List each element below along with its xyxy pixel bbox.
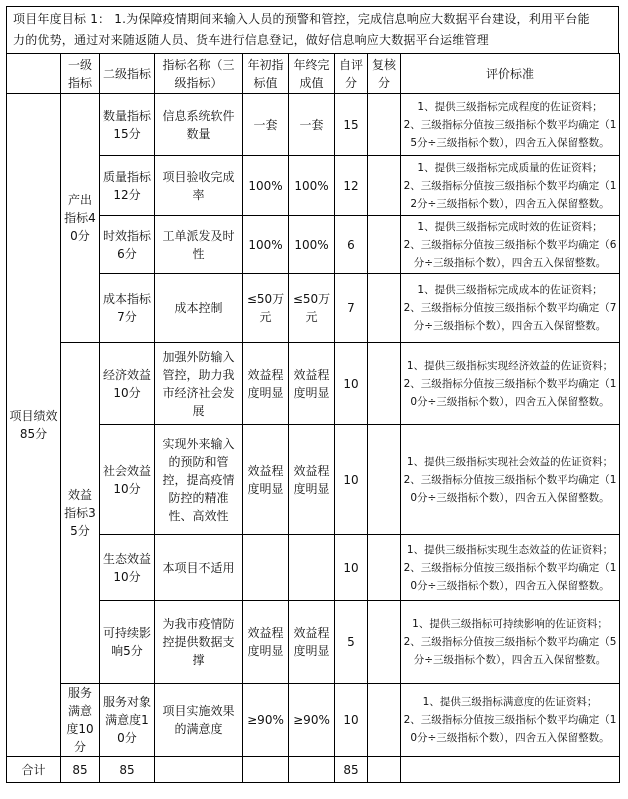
header-final-value: 年终完成值 bbox=[289, 54, 335, 94]
self-score-cell: 5 bbox=[335, 601, 368, 684]
initial-value-cell: 效益程度明显 bbox=[243, 425, 289, 535]
recheck-score-cell bbox=[368, 156, 401, 216]
total-blank bbox=[155, 757, 243, 783]
initial-value-cell: ≤50万元 bbox=[243, 274, 289, 343]
total-score: 85 bbox=[335, 757, 368, 783]
indicator-table bbox=[6, 53, 620, 783]
total-blank bbox=[243, 757, 289, 783]
self-score-cell: 10 bbox=[335, 684, 368, 757]
criteria-line-2: 2、三级指标分值按三级指标个数平均确定（6分÷三级指标个数），四舍五入保留整数。 bbox=[403, 238, 617, 269]
criteria-line-1: 1、提供三级指标完成时效的佐证资料； bbox=[417, 220, 603, 233]
initial-value-cell: 效益程度明显 bbox=[243, 601, 289, 684]
level2-cell: 经济效益10分 bbox=[100, 343, 155, 425]
project-performance-cell: 项目绩效85分 bbox=[7, 94, 61, 757]
recheck-score-cell bbox=[368, 535, 401, 601]
total-label: 合计 bbox=[7, 757, 61, 783]
final-value-cell bbox=[289, 535, 335, 601]
level2-cell: 数量指标15分 bbox=[100, 94, 155, 156]
criteria-cell bbox=[401, 274, 620, 343]
initial-value-cell bbox=[243, 535, 289, 601]
final-value-cell: 100% bbox=[289, 156, 335, 216]
level2-cell: 时效指标6分 bbox=[100, 216, 155, 274]
recheck-score-cell bbox=[368, 94, 401, 156]
header-criteria: 评价标准 bbox=[401, 54, 620, 94]
group-satisfaction: 服务满意度10分 bbox=[61, 684, 100, 757]
final-value-cell: 效益程度明显 bbox=[289, 343, 335, 425]
initial-value-cell: 效益程度明显 bbox=[243, 343, 289, 425]
initial-value-cell: 100% bbox=[243, 156, 289, 216]
level2-cell: 可持续影响5分 bbox=[100, 601, 155, 684]
self-score-cell: 10 bbox=[335, 343, 368, 425]
criteria-cell bbox=[401, 343, 620, 425]
criteria-line-1: 1、提供三级指标完成质量的佐证资料； bbox=[417, 161, 603, 174]
criteria-line-1: 1、提供三级指标实现生态效益的佐证资料； bbox=[406, 543, 614, 556]
level2-cell: 服务对象满意度10分 bbox=[100, 684, 155, 757]
indicator-name-cell: 本项目不适用 bbox=[155, 535, 243, 601]
criteria-cell bbox=[401, 216, 620, 274]
self-score-cell: 10 bbox=[335, 535, 368, 601]
level2-cell: 社会效益10分 bbox=[100, 425, 155, 535]
criteria-cell bbox=[401, 601, 620, 684]
criteria-line-2: 2、三级指标分值按三级指标个数平均确定（10分÷三级指标个数），四舍五入保留整数。 bbox=[403, 561, 617, 592]
final-value-cell: 100% bbox=[289, 216, 335, 274]
self-score-cell: 12 bbox=[335, 156, 368, 216]
level2-cell: 质量指标12分 bbox=[100, 156, 155, 216]
self-score-cell: 10 bbox=[335, 425, 368, 535]
criteria-line-2: 2、三级指标分值按三级指标个数平均确定（5分÷三级指标个数），四舍五入保留整数。 bbox=[403, 636, 617, 666]
indicator-name-cell: 为我市疫情防控提供数据支撑 bbox=[155, 601, 243, 684]
table-row bbox=[7, 94, 620, 156]
initial-value-cell: 一套 bbox=[243, 94, 289, 156]
level2-cell: 生态效益10分 bbox=[100, 535, 155, 601]
group-output: 产出指标40分 bbox=[61, 94, 100, 343]
final-value-cell: ≤50万元 bbox=[289, 274, 335, 343]
recheck-score-cell bbox=[368, 601, 401, 684]
indicator-name-cell: 项目实施效果的满意度 bbox=[155, 684, 243, 757]
final-value-cell: ≥90% bbox=[289, 684, 335, 757]
criteria-cell bbox=[401, 156, 620, 216]
criteria-line-2: 2、三级指标分值按三级指标个数平均确定（12分÷三级指标个数），四舍五入保留整数。 bbox=[403, 179, 617, 210]
initial-value-cell: ≥90% bbox=[243, 684, 289, 757]
total-level1: 85 bbox=[61, 757, 100, 783]
recheck-score-cell bbox=[368, 343, 401, 425]
table-row bbox=[7, 343, 620, 425]
indicator-name-cell: 加强外防输入管控，助力我市经济社会发展 bbox=[155, 343, 243, 425]
criteria-line-1: 1、提供三级指标满意度的佐证资料； bbox=[422, 696, 598, 708]
header-initial-value: 年初指标值 bbox=[243, 54, 289, 94]
indicator-name-cell: 实现外来输入的预防和管控，提高疫情防控的精准性、高效性 bbox=[155, 425, 243, 535]
criteria-cell bbox=[401, 535, 620, 601]
criteria-line-2: 2、三级指标分值按三级指标个数平均确定（10分÷三级指标个数），四舍五入保留整数。 bbox=[403, 377, 617, 408]
recheck-score-cell bbox=[368, 216, 401, 274]
indicator-name-cell: 工单派发及时性 bbox=[155, 216, 243, 274]
self-score-cell: 15 bbox=[335, 94, 368, 156]
initial-value-cell: 100% bbox=[243, 216, 289, 274]
indicator-name-cell: 项目验收完成率 bbox=[155, 156, 243, 216]
criteria-line-2: 2、三级指标分值按三级指标个数平均确定（10分÷三级指标个数），四舍五入保留整数。 bbox=[403, 714, 617, 744]
table-row bbox=[7, 684, 620, 757]
recheck-score-cell bbox=[368, 425, 401, 535]
criteria-line-1: 1、提供三级指标实现经济效益的佐证资料； bbox=[406, 359, 614, 372]
header-self-score: 自评分 bbox=[335, 54, 368, 94]
total-blank bbox=[401, 757, 620, 783]
level2-cell: 成本指标7分 bbox=[100, 274, 155, 343]
annual-goal-line-2: 力的优势，通过对来随返随人员、货车进行信息登记，做好信息响应大数据平台运维管理 bbox=[13, 33, 489, 47]
self-score-cell: 7 bbox=[335, 274, 368, 343]
header-recheck-score: 复核分 bbox=[368, 54, 401, 94]
total-blank bbox=[368, 757, 401, 783]
recheck-score-cell bbox=[368, 274, 401, 343]
total-level2: 85 bbox=[100, 757, 155, 783]
indicator-name-cell: 成本控制 bbox=[155, 274, 243, 343]
criteria-line-2: 2、三级指标分值按三级指标个数平均确定（10分÷三级指标个数），四舍五入保留整数。 bbox=[403, 473, 617, 504]
group-benefit: 效益指标35分 bbox=[61, 343, 100, 684]
criteria-line-1: 1、提供三级指标完成成本的佐证资料； bbox=[417, 284, 603, 296]
criteria-line-1: 1、提供三级指标实现社会效益的佐证资料； bbox=[406, 455, 614, 468]
total-blank bbox=[289, 757, 335, 783]
indicator-name-cell: 信息系统软件数量 bbox=[155, 94, 243, 156]
annual-goal-line-1: 项目年度目标 1： 1.为保障疫情期间来输入人员的预警和管控，完成信息响应大数据平台建设，利用平台能 bbox=[13, 12, 590, 26]
criteria-cell bbox=[401, 684, 620, 757]
header-level2: 二级指标 bbox=[100, 54, 155, 94]
annual-goal bbox=[6, 6, 619, 53]
header-indicator-name: 指标名称（三级指标） bbox=[155, 54, 243, 94]
total-row bbox=[7, 757, 620, 783]
recheck-score-cell bbox=[368, 684, 401, 757]
criteria-line-2: 2、三级指标分值按三级指标个数平均确定（15分÷三级指标个数），四舍五入保留整数。 bbox=[403, 118, 617, 149]
header-row bbox=[7, 54, 620, 94]
self-score-cell: 6 bbox=[335, 216, 368, 274]
criteria-line-1: 1、提供三级指标完成程度的佐证资料； bbox=[417, 100, 603, 113]
criteria-cell bbox=[401, 94, 620, 156]
final-value-cell: 一套 bbox=[289, 94, 335, 156]
final-value-cell: 效益程度明显 bbox=[289, 601, 335, 684]
criteria-cell bbox=[401, 425, 620, 535]
header-blank bbox=[7, 54, 61, 94]
final-value-cell: 效益程度明显 bbox=[289, 425, 335, 535]
criteria-line-2: 2、三级指标分值按三级指标个数平均确定（7分÷三级指标个数），四舍五入保留整数。 bbox=[403, 302, 617, 332]
header-level1: 一级指标 bbox=[61, 54, 100, 94]
criteria-line-1: 1、提供三级指标可持续影响的佐证资料； bbox=[412, 618, 608, 630]
